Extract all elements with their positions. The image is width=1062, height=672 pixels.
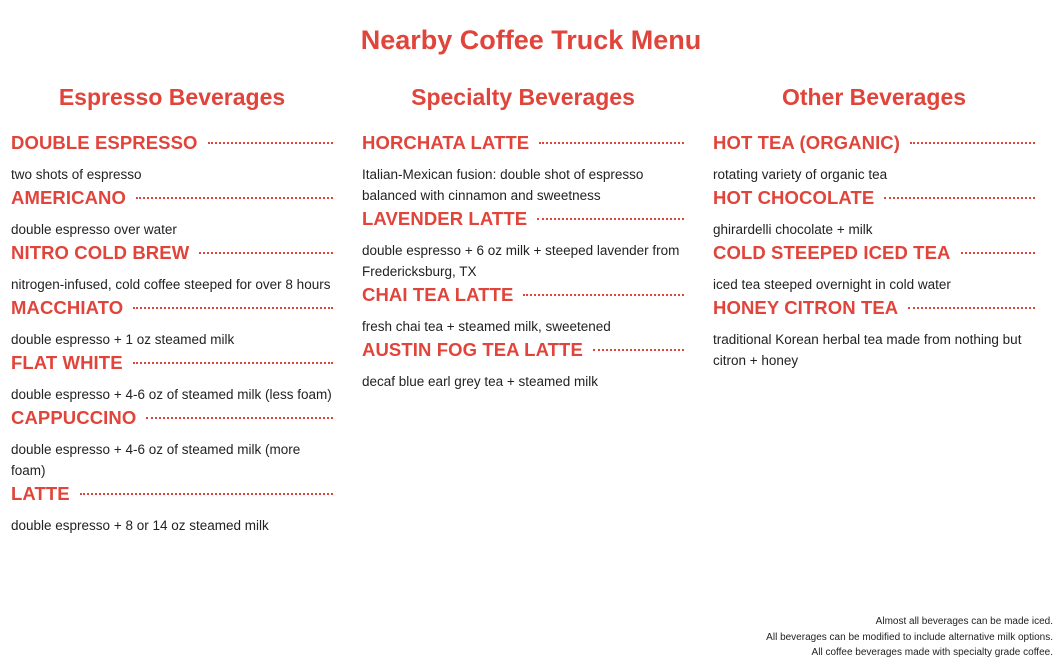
column-heading: Espresso Beverages [58,84,286,110]
item-name: HONEY CITRON TEA [713,297,899,318]
item-description: double espresso + 4-6 oz of steamed milk (more foam) [11,442,301,478]
dotted-leader [199,252,333,254]
item-description: rotating variety of organic tea [713,167,888,182]
menu-item [11,130,333,185]
menu-item [713,295,1035,371]
dotted-leader [539,142,684,144]
menu-item [362,282,684,337]
item-description: traditional Korean herbal tea made from nothing but citron + honey [713,332,1022,368]
column-espresso-beverages [11,80,333,536]
dotted-leader [908,307,1035,309]
dotted-leader [80,493,333,495]
item-name: FLAT WHITE [11,352,123,373]
item-name: LATTE [11,483,70,504]
item-name: DOUBLE ESPRESSO [11,132,198,153]
item-description: double espresso + 6 oz milk + steeped lavender from Fredericksburg, TX [362,243,680,279]
dotted-leader [136,197,333,199]
item-description: double espresso + 8 or 14 oz steamed milk [11,518,269,533]
column-heading: Specialty Beverages [411,84,635,110]
item-description: double espresso + 4-6 oz of steamed milk (less foam) [11,387,332,402]
dotted-leader [884,197,1035,199]
dotted-leader [133,362,333,364]
item-name: HORCHATA LATTE [362,132,530,153]
menu-item [362,130,684,206]
footer-note: All beverages can be modified to include alternative milk options. [766,631,1053,643]
footer-notes [766,614,1053,661]
footer-note: All coffee beverages made with specialty grade coffee. [811,647,1053,658]
item-description: fresh chai tea + steamed milk, sweetened [362,319,611,334]
menu-item [713,240,1035,295]
item-description: iced tea steeped overnight in cold water [713,277,951,292]
item-description: double espresso over water [11,222,177,237]
page-title: Nearby Coffee Truck Menu [360,25,702,55]
item-name: HOT TEA (ORGANIC) [713,132,901,153]
item-description: nitrogen-infused, cold coffee steeped for over 8 hours [11,277,331,292]
item-description: decaf blue earl grey tea + steamed milk [362,374,598,389]
item-name: AUSTIN FOG TEA LATTE [362,339,583,360]
item-name: CAPPUCCINO [11,407,137,428]
item-name: MACCHIATO [11,297,124,318]
dotted-leader [961,252,1036,254]
column-heading: Other Beverages [781,84,967,110]
item-name: NITRO COLD BREW [11,242,190,263]
menu-item [11,405,333,481]
dotted-leader [208,142,333,144]
dotted-leader [537,218,684,220]
item-name: AMERICANO [11,187,126,208]
item-name: CHAI TEA LATTE [362,284,514,305]
menu-item [362,206,684,282]
menu-item [11,185,333,240]
column-specialty-beverages [362,80,684,392]
item-name: COLD STEEPED ICED TEA [713,242,951,263]
menu-item [11,240,333,295]
dotted-leader [593,349,684,351]
dotted-leader [523,294,684,296]
menu-item [11,350,333,405]
item-description: ghirardelli chocolate + milk [713,222,873,237]
item-description: Italian-Mexican fusion: double shot of espresso balanced with cinnamon and sweetness [362,167,644,203]
menu-item [713,130,1035,185]
footer-note: Almost all beverages can be made iced. [875,616,1053,627]
dotted-leader [146,417,333,419]
menu-item [11,295,333,350]
dotted-leader [133,307,333,309]
item-name: LAVENDER LATTE [362,208,528,229]
item-description: double espresso + 1 oz steamed milk [11,332,235,347]
item-description: two shots of espresso [11,167,142,182]
dotted-leader [910,142,1035,144]
column-other-beverages [713,80,1035,371]
menu-item [713,185,1035,240]
menu-item [362,337,684,392]
item-name: HOT CHOCOLATE [713,187,875,208]
menu-item [11,481,333,536]
